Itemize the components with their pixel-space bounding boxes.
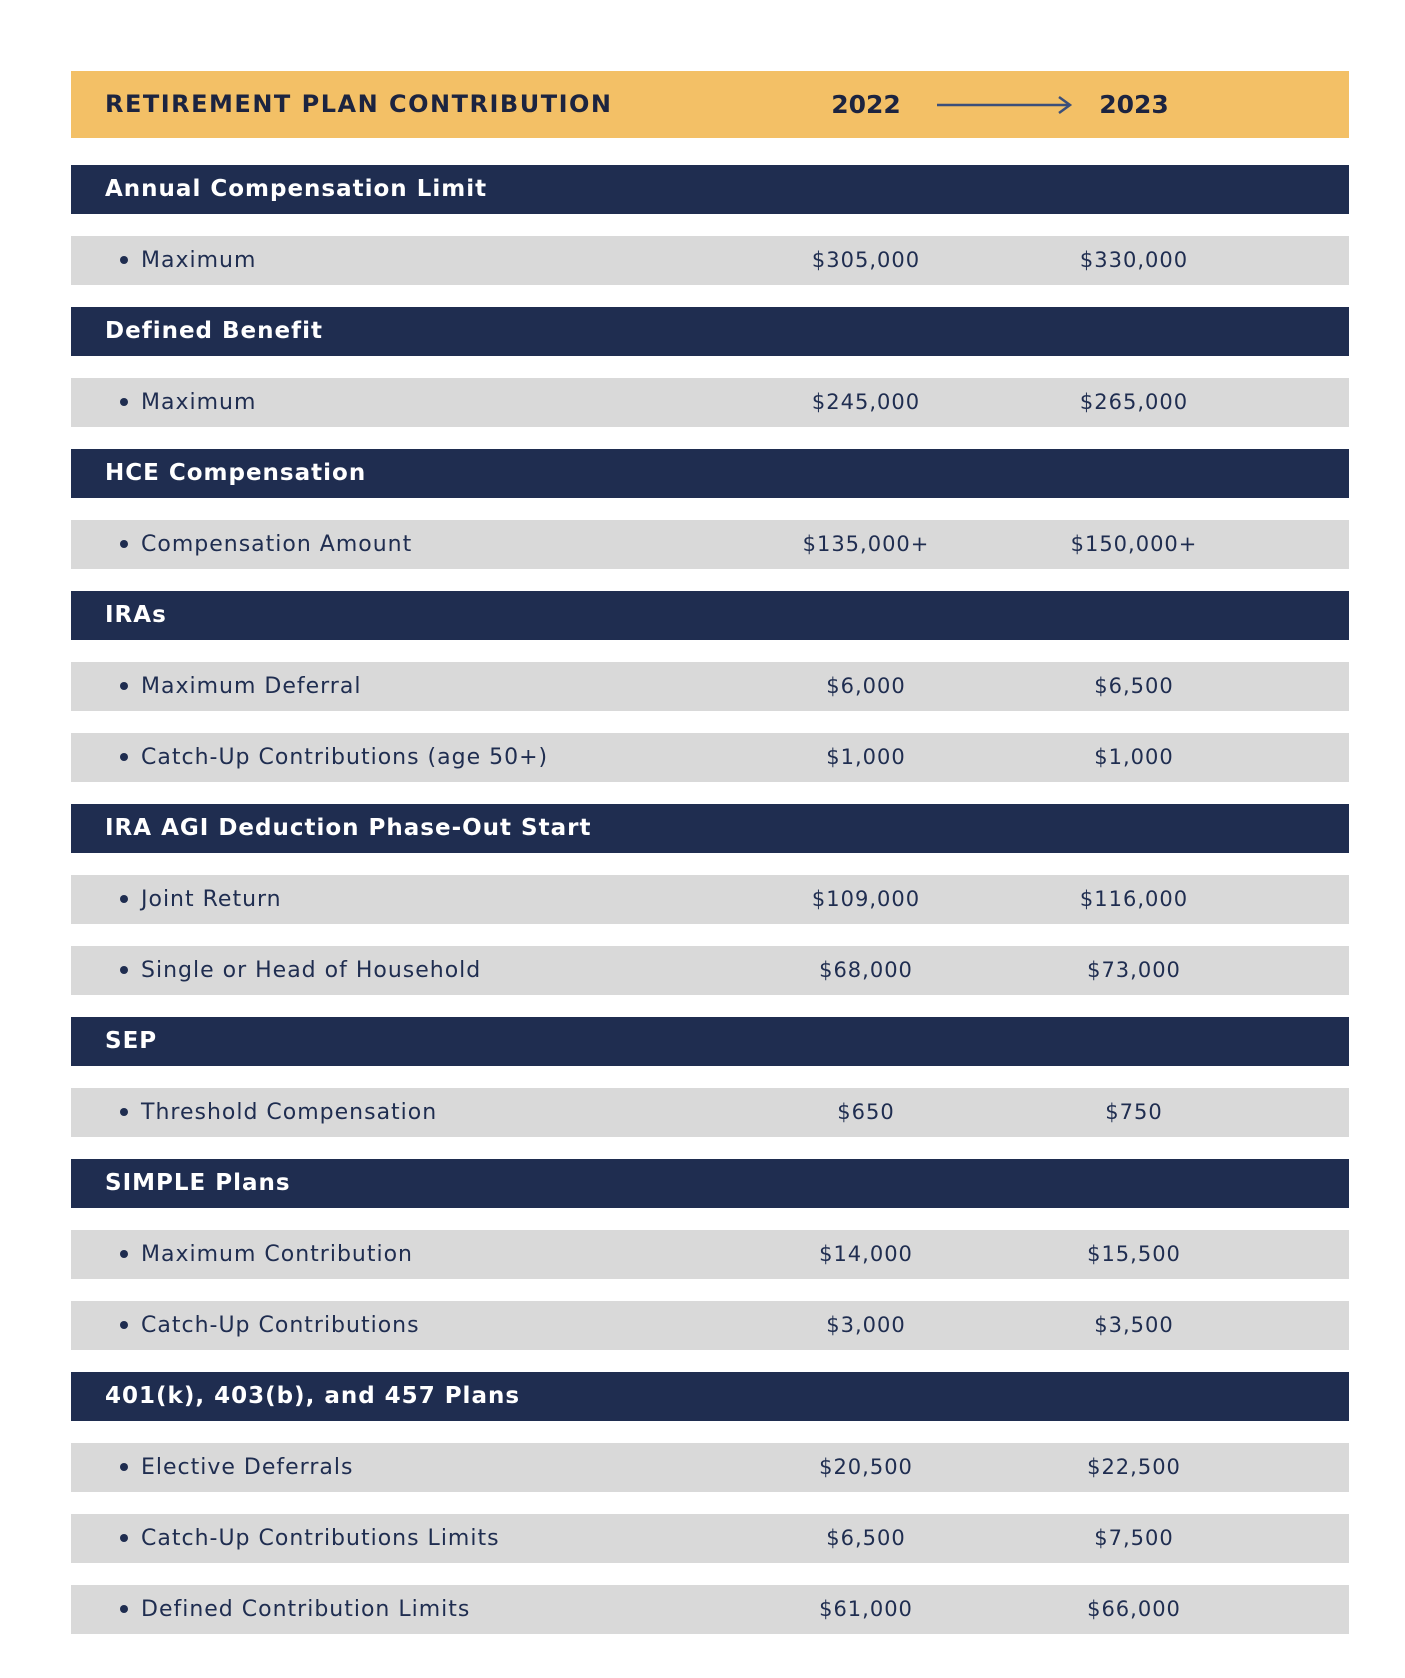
year-from-label: 2022 — [831, 90, 901, 119]
contribution-table — [71, 71, 1349, 1656]
table-title: RETIREMENT PLAN CONTRIBUTION — [105, 90, 613, 118]
table-row — [71, 1230, 1349, 1279]
value-2023: $1,000 — [1094, 745, 1174, 769]
row-label: Maximum Contribution — [141, 1242, 413, 1267]
value-2023: $22,500 — [1087, 1455, 1181, 1479]
value-2023: $3,500 — [1094, 1313, 1174, 1337]
bullet-icon — [120, 682, 128, 690]
section-header: Annual Compensation Limit — [71, 165, 1349, 214]
value-2023: $6,500 — [1094, 674, 1174, 698]
value-2023: $15,500 — [1087, 1242, 1181, 1266]
bullet-icon — [120, 398, 128, 406]
bullet-icon — [120, 540, 128, 548]
value-2022: $305,000 — [811, 248, 921, 272]
bullet-icon — [120, 1605, 128, 1613]
value-2022: $135,000+ — [802, 532, 930, 556]
value-2022: $14,000 — [819, 1242, 913, 1266]
value-2023: $265,000 — [1079, 390, 1189, 414]
row-label: Single or Head of Household — [141, 958, 482, 983]
row-label: Maximum Deferral — [141, 674, 362, 699]
table-row — [71, 1443, 1349, 1492]
section-header: IRAs — [71, 591, 1349, 640]
row-label: Elective Deferrals — [141, 1455, 354, 1480]
value-2022: $245,000 — [811, 390, 921, 414]
bullet-icon — [120, 256, 128, 264]
table-row — [71, 378, 1349, 427]
value-2022: $68,000 — [819, 958, 913, 982]
value-2022: $109,000 — [811, 887, 921, 911]
bullet-icon — [120, 1534, 128, 1542]
section-header: SEP — [71, 1017, 1349, 1066]
table-header — [71, 71, 1349, 138]
table-row — [71, 733, 1349, 782]
bullet-icon — [120, 753, 128, 761]
table-row — [71, 520, 1349, 569]
row-label: Defined Contribution Limits — [141, 1597, 471, 1622]
value-2022: $20,500 — [819, 1455, 913, 1479]
bullet-icon — [120, 1108, 128, 1116]
row-label: Catch-Up Contributions (age 50+) — [141, 745, 549, 770]
value-2023: $7,500 — [1094, 1526, 1174, 1550]
value-2022: $650 — [837, 1100, 895, 1124]
bullet-icon — [120, 1321, 128, 1329]
bullet-icon — [120, 1250, 128, 1258]
section-header: SIMPLE Plans — [71, 1159, 1349, 1208]
row-label: Threshold Compensation — [141, 1100, 438, 1125]
table-row — [71, 946, 1349, 995]
value-2022: $6,500 — [826, 1526, 906, 1550]
row-label: Maximum — [141, 390, 257, 415]
row-label: Catch-Up Contributions — [141, 1313, 420, 1338]
year-to-label: 2023 — [1099, 90, 1169, 119]
section-header: 401(k), 403(b), and 457 Plans — [71, 1372, 1349, 1421]
table-row — [71, 662, 1349, 711]
row-label: Joint Return — [141, 887, 282, 912]
value-2023: $66,000 — [1087, 1597, 1181, 1621]
section-header: Defined Benefit — [71, 307, 1349, 356]
right-arrow-icon — [931, 95, 1081, 115]
value-2023: $150,000+ — [1070, 532, 1198, 556]
value-2022: $1,000 — [826, 745, 906, 769]
value-2022: $61,000 — [819, 1597, 913, 1621]
row-label: Maximum — [141, 248, 257, 273]
table-row — [71, 1585, 1349, 1634]
value-2022: $3,000 — [826, 1313, 906, 1337]
table-row — [71, 875, 1349, 924]
row-label: Compensation Amount — [141, 532, 413, 557]
section-header: HCE Compensation — [71, 449, 1349, 498]
value-2023: $73,000 — [1087, 958, 1181, 982]
sections-container — [71, 165, 1349, 1634]
value-2023: $750 — [1105, 1100, 1163, 1124]
bullet-icon — [120, 966, 128, 974]
section-header: IRA AGI Deduction Phase-Out Start — [71, 804, 1349, 853]
table-row — [71, 236, 1349, 285]
value-2023: $330,000 — [1079, 248, 1189, 272]
value-2022: $6,000 — [826, 674, 906, 698]
table-row — [71, 1088, 1349, 1137]
table-row — [71, 1301, 1349, 1350]
row-label: Catch-Up Contributions Limits — [141, 1526, 500, 1551]
value-2023: $116,000 — [1079, 887, 1189, 911]
bullet-icon — [120, 1463, 128, 1471]
table-row — [71, 1514, 1349, 1563]
bullet-icon — [120, 895, 128, 903]
